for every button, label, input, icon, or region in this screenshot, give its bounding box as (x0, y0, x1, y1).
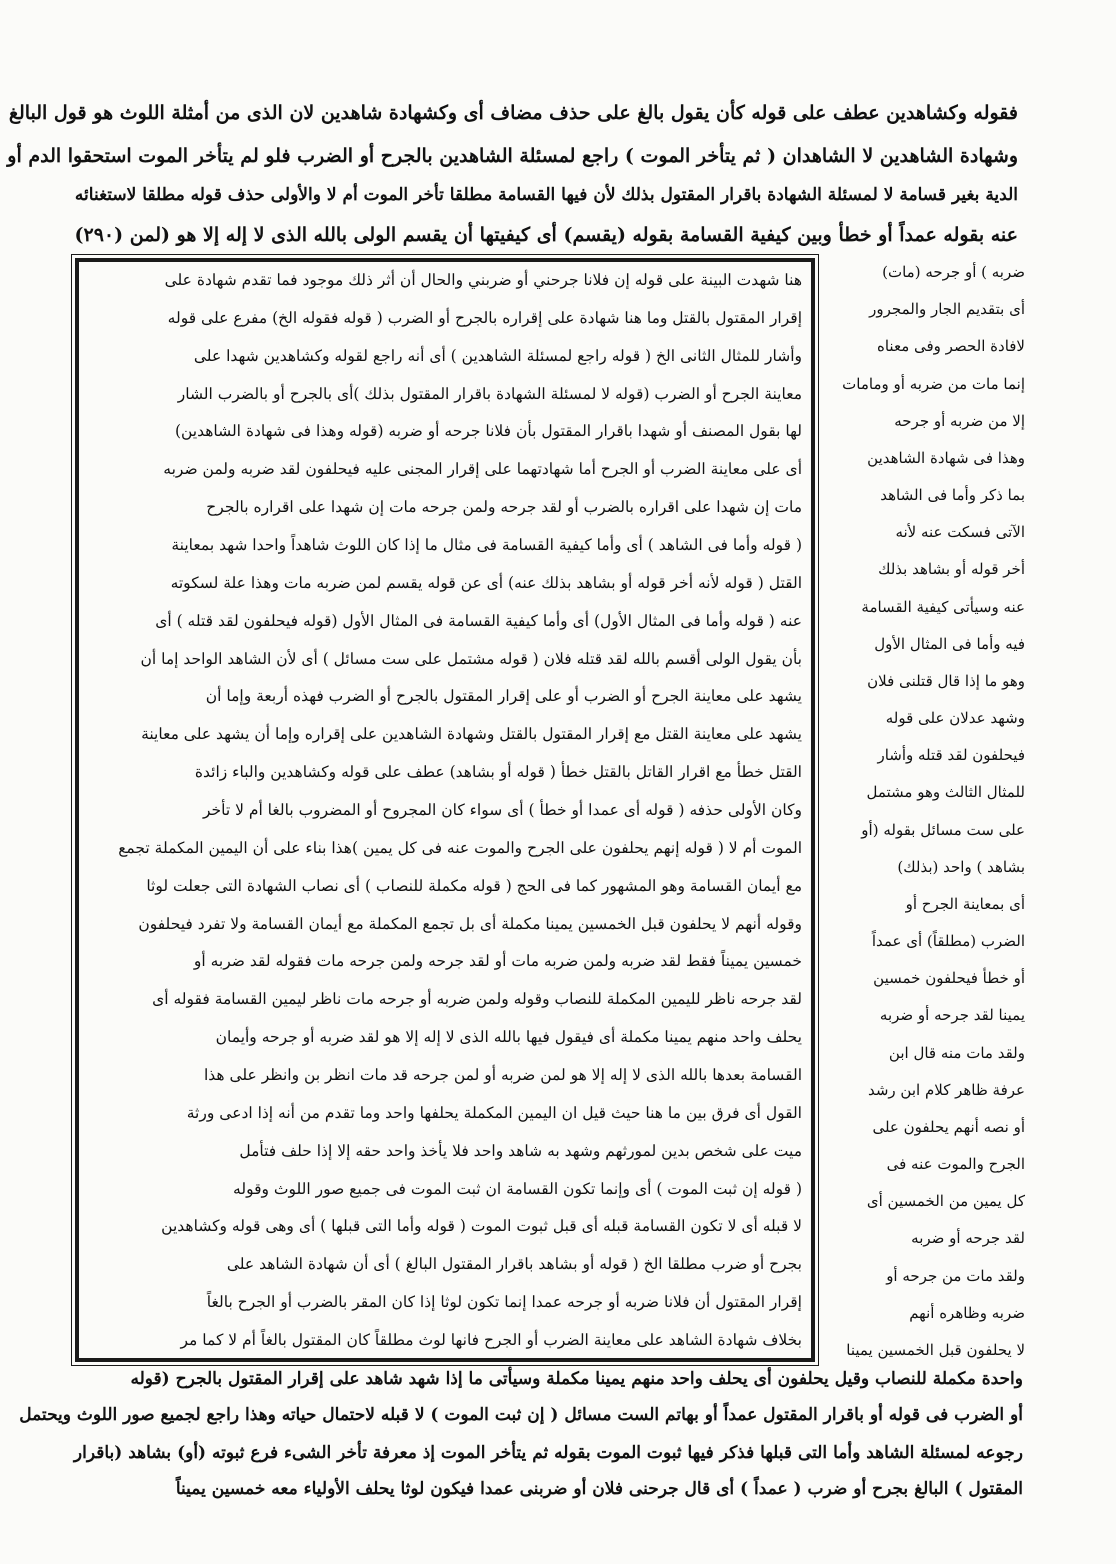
top-text-line-4-content: عنه بقوله عمداً أو خطأ وبين كيفية القسامة بقوله (يقسم) أى كيفيتها أن يقسم الولى بالله الذى لا إله إلا هو (لمن (129, 224, 1018, 246)
margin-line: الآتى فسكت عنه لأنه (895, 523, 1025, 542)
margin-line: ضربه ) أو جرحه (مات) (882, 263, 1025, 281)
commentary-line: معاينة الجرح أو الضرب (قوله لا لمسئلة الشهادة باقرار المقتول بذلك )أى بالجرح أو بالضرب الشار (177, 384, 802, 403)
margin-line: يمينا لقد جرحه أو ضربه (879, 1006, 1025, 1025)
margin-line: فيحلفون لقد قتله وأشار (877, 746, 1025, 765)
margin-line: عرفة ظاهر كلام ابن رشد (867, 1080, 1025, 1099)
commentary-line: القتل خطأ مع اقرار القاتل بالقتل خطأ ( قوله أو بشاهد) عطف على قوله وكشاهدين والباء زائدة (194, 763, 802, 782)
commentary-line: الموت أم لا ( قوله إنهم يحلفون على الجرح والموت عنه فى كل يمين )هذا بناء على أن اليمين المكملة تجمع (118, 838, 802, 857)
commentary-line: القول أى فرق بين ما هنا حيث قيل ان اليمين المكملة يحلفها واحد وما تقدم من أنه إذا ادعى ورثة (186, 1103, 802, 1122)
commentary-line: لقد جرحه ناظر لليمين المكملة للنصاب وقوله ولمن ضربه أو جرحه مات ناظر ليمين القسامة فقوله أى (152, 990, 802, 1009)
bottom-text-line-4: المقتول ) البالغ بجرح أو ضرب ( عمداً ) أى قال جرحنى فلان أو ضربنى عمدا فيكون لوثا يحلف الأولياء معه خمسين يميناً (175, 1479, 1023, 1499)
margin-line: كل يمين من الخمسين أى (866, 1192, 1025, 1211)
margin-line: للمثال الثالث وهو مشتمل (866, 783, 1025, 802)
margin-line: لافادة الحصر وفى معناه (877, 337, 1025, 356)
margin-line: أخر قوله أو بشاهد بذلك (878, 560, 1025, 579)
top-text-line-1: فقوله وكشاهدين عطف على قوله كأن يقول بالغ على حذف مضاف أى وكشهادة شاهدين لان الذى من أمثلة اللوث هو قول البالغ (8, 102, 1018, 124)
margin-line: وهذا فى شهادة الشاهدين (867, 448, 1025, 467)
commentary-line: وكان الأولى حذفه ( قوله أى عمدا أو خطأ ) أى سواء كان المجروح أو المضروب بالغا أم لا تأخر (202, 801, 802, 819)
margin-line: الضرب (مطلقاً) أى عمداً (871, 932, 1025, 951)
commentary-line: هنا شهدت البينة على قوله إن فلانا جرحني أو ضربني والحال أن أثر ذلك موجود فما تقدم شهادة على (164, 271, 802, 289)
commentary-line: خمسين يميناً فقط لقد ضربه ولمن ضربه مات أو لقد جرحه ولمن جرحه مات فقوله لقد ضربه أو (193, 952, 802, 971)
commentary-line: يشهد على معاينة القتل مع إقرار المقتول بالقتل وشهادة الشاهدين على إقراره وإما أن يشهد على معاينة (141, 725, 802, 744)
margin-line: أى بمعاينة الجرح أو (905, 894, 1025, 913)
margin-line: أو خطأ فيحلفون خمسين (873, 969, 1025, 988)
commentary-line: وأشار للمثال الثانى الخ ( قوله راجع لمسئلة الشاهدين ) أى أنه راجع لقوله وكشاهدين شهدا على (193, 346, 802, 365)
margin-line: إنما مات من ضربه أو ومامات (842, 374, 1025, 393)
margin-line: أو نصه أنهم يحلفون على (872, 1117, 1025, 1136)
bottom-text-line-3: رجوعه لمسئلة الشاهد وأما التى قبلها فذكر فيها ثبوت الموت بقوله ثم يتأخر الموت إذ معرفة تأخر الشىء فرع ثبوته (أو) بشاهد (باقرار (73, 1443, 1023, 1463)
margin-line: وشهد عدلان على قوله (885, 709, 1025, 728)
margin-line: ضربه وظاهره أنهم (909, 1303, 1025, 1322)
commentary-line: لها بقول المصنف أو شهدا باقرار المقتول بأن فلانا جرحه أو ضربه (قوله وهذا فى شهادة الشاهدين) (174, 422, 802, 441)
commentary-line: إقرار المقتول أن فلانا ضربه أو جرحه عمدا إنما تكون لوثا إذا كان المقر بالضرب أو الجرح بالغاً (206, 1293, 802, 1312)
commentary-line: ( قوله وأما فى الشاهد ) أى وأما كيفية القسامة فى مثال ما إذا كان اللوث شاهداً واحدا شهد بمعاينة (171, 536, 802, 554)
commentary-line: يحلف واحد منهم يمينا مكملة أى فيقول فيها بالله الذى لا إله إلا هو لقد ضربه أو جرحه وأيمان (215, 1028, 802, 1047)
bottom-text-line-2: أو الضرب فى قوله أو باقرار المقتول عمداً أو بهاتم الست مسائل ( إن ثبت الموت ) لا قبله لاحتمال حياته وهذا راجع لجميع صور اللوث ويحتمل (19, 1405, 1023, 1425)
commentary-line: بخلاف شهادة الشاهد على معاينة الضرب أو الجرح فانها لوث مطلقاً كان المقتول بالغاً أم لا كما مر (180, 1331, 802, 1349)
page-number: (٢٩٠) (74, 224, 124, 246)
top-text-line-2: وشهادة الشاهدين لا الشاهدان ( ثم يتأخر الموت ) راجع لمسئلة الشاهدين بالجرح أو الضرب فلو لم يتأخر الموت استحقوا الدم أو (7, 145, 1018, 167)
margin-line: أى بتقديم الجار والمجرور (869, 300, 1025, 319)
margin-line: على ست مسائل بقوله (أو (861, 820, 1025, 839)
commentary-line: لا قبله أى لا تكون القسامة قبله أى قبل ثبوت الموت ( قوله وأما التى قبلها ) أى وهى قوله وكشاهدين (161, 1217, 802, 1236)
margin-line: ولقد مات منه قال ابن (888, 1043, 1025, 1062)
margin-line: فيه وأما فى المثال الأول (874, 634, 1025, 653)
margin-line: عنه وسيأتى كيفية القسامة (861, 597, 1025, 616)
commentary-line: القتل ( قوله لأنه أخر قوله أو بشاهد بذلك عنه) أى عن قوله يقسم لمن ضربه مات وهذا علة لسكوته (170, 573, 802, 592)
margin-line: الجرح والموت عنه فى (886, 1155, 1025, 1174)
margin-line: إلا من ضربه أو جرحه (894, 411, 1025, 430)
commentary-line: مع أيمان القسامة وهو المشهور كما فى الحج ( قوله مكملة للنصاب ) أى نصاب الشهادة التى جعلت لوثا (146, 876, 802, 895)
commentary-line: ( قوله إن ثبت الموت ) أى وإنما تكون القسامة ان ثبت الموت فى جميع صور اللوث وقوله (233, 1179, 802, 1198)
margin-line: ولقد مات من جرحه أو (886, 1266, 1025, 1285)
commentary-line: بجرح أو ضرب مطلقا الخ ( قوله أو بشاهد باقرار المقتول البالغ ) أى أن شهادة الشاهد على (226, 1255, 802, 1274)
commentary-line: القسامة بعدها بالله الذى لا إله إلا هو لمن ضربه أو لمن جرحه قد مات انظر بن وانظر على هذا (203, 1066, 802, 1084)
commentary-line: عنه ( قوله وأما فى المثال الأول) أى وأما كيفية القسامة فى المثال الأول (قوله فيحلفون لقد قتله ) أى (155, 611, 802, 630)
margin-line: بما ذكر وأما فى الشاهد (880, 486, 1025, 505)
margin-line: لا يحلفون قبل الخمسين يمينا (846, 1341, 1025, 1359)
commentary-line: يشهد على معاينة الجرح أو الضرب أو على إقرار المقتول بالجرح أو الضرب فهذه أربعة وإما أن (205, 687, 802, 706)
commentary-line: إقرار المقتول بالقتل وما هنا شهادة على إقراره بالجرح أو الضرب ( قوله فقوله الخ) مفرع على قوله (167, 308, 802, 327)
margin-line: وهو ما إذا قال قتلنى فلان (867, 671, 1025, 690)
margin-line: لقد جرحه أو ضربه (911, 1229, 1025, 1248)
commentary-line: مات إن شهدا على اقراره بالضرب أو لقد جرحه ولمن جرحه مات إن شهدا على اقراره بالجرح (206, 498, 802, 517)
margin-line: بشاهد ) واحد (بذلك) (897, 857, 1025, 876)
bottom-text-line-1: واحدة مكملة للنصاب وقيل يحلفون أى يحلف واحد منهم يمينا مكملة وسيأتى ما إذا شهد شاهد على إقرار المقتول بالجرح (قوله (130, 1369, 1023, 1389)
commentary-line: وقوله أنهم لا يحلفون قبل الخمسين يمينا مكملة أى بل تجمع المكملة مع أيمان القسامة ولا تفرد فيحلفون (138, 914, 802, 933)
top-text-line-4 (74, 220, 1018, 250)
top-text-line-3: الدية بغير قسامة لا لمسئلة الشهادة باقرار المقتول بذلك لأن فيها القسامة مطلقا تأخر الموت أم لا والأولى حذف قوله مطلقا لاستغنائه (74, 185, 1018, 205)
commentary-line: ميت على شخص بدين لمورثهم وشهد به شاهد واحد فلا يأخذ واحد حقه إلا إذا حلف فتأمل (239, 1141, 802, 1160)
commentary-line: أى على معاينة الضرب أو الجرح أما شهادتهما على إقرار المجنى عليه فيحلفون لقد ضربه ولمن ضربه (163, 460, 802, 479)
commentary-line: بأن يقول الولى أقسم بالله لقد قتله فلان ( قوله مشتمل على ست مسائل ) أى لأن الشاهد الواحد إما أن (140, 649, 802, 668)
